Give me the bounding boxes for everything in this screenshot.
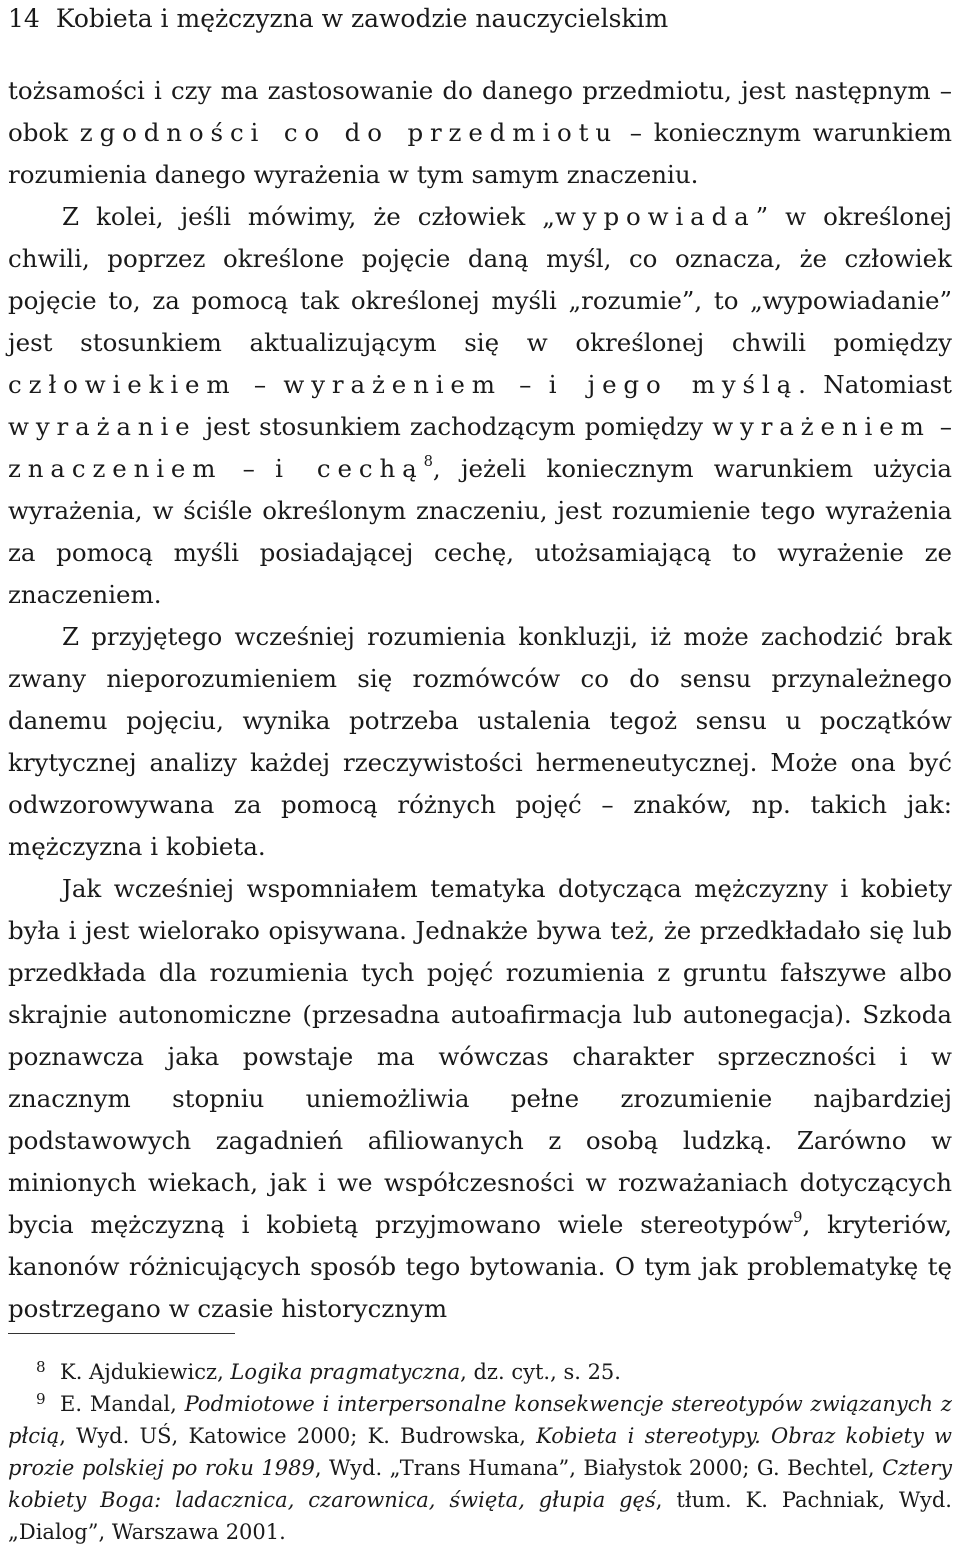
running-title: Kobieta i mężczyzna w zawodzie nauczycielskim	[55, 4, 669, 33]
spaced-text: człowiekiem	[8, 370, 237, 399]
spaced-text: wypowiada	[554, 202, 756, 231]
spaced-text: i cechą	[275, 454, 424, 483]
text-run: , dz. cyt., s. 25.	[460, 1360, 621, 1384]
italic-title: Kobieta i stereotypy. Obraz kobiety w prozie polskiej po roku 1989	[8, 1424, 953, 1480]
text-run: , jeżeli koniecznym warunkiem użycia wyrażenia, w ściśle określonym znaczeniu, jest rozumienie tego wyrażenia za pomocą myśli posiadającej cechę, utożsamiającą to wyrażenie ze znaczeniem.	[8, 454, 952, 609]
spaced-text: wyrażanie	[8, 412, 197, 441]
text-run: tożsamości i czy ma zastosowanie do danego przedmiotu, jest następnym – obok	[8, 76, 952, 147]
text-run: . Natomiast	[798, 370, 952, 399]
footnote-ref-9[interactable]: 9	[793, 1208, 803, 1226]
italic-title: Cztery kobiety Boga: ladacznica, czarownica, święta, głupia gęś	[8, 1456, 952, 1512]
text-run: – koniecznym warunkiem rozumienia danego wyrażenia w tym samym znaczeniu.	[8, 118, 952, 189]
spaced-text: i jego myślą	[548, 370, 799, 399]
footnote-ref-8[interactable]: 8	[423, 452, 433, 470]
text-run: –	[501, 370, 549, 399]
text-run: –	[222, 454, 276, 483]
italic-title: Logika pragmatyczna	[230, 1360, 461, 1384]
text-run: ” w określonej chwili, poprzez określone pojęcie daną myśl, co oznacza, że człowiek pojęcie to, za pomocą tak określonej myśli „rozumie”, to „wypowiadanie” jest stosunkiem aktualizującym się w określonej chwili pomiędzy	[8, 202, 952, 357]
spaced-text: wyrażeniem	[283, 370, 502, 399]
text-run: jest stosunkiem zachodzącym pomiędzy	[196, 412, 713, 441]
text-run: Z kolei, jeśli mówimy, że człowiek „	[62, 202, 555, 231]
footnotes	[8, 1356, 952, 1548]
spaced-text: znaczeniem	[8, 454, 223, 483]
spaced-text: wyrażeniem	[712, 412, 931, 441]
text-run: Jak wcześniej wspomniałem tematyka dotycząca mężczyzny i kobiety była i jest wielorako opisywana. Jednakże bywa też, że przedkładało się lub przedkłada dla rozumienia tych pojęć rozumienia z gruntu fałszywe albo skrajnie autonomiczne (przesadna autoafirmacja lub autonegacja). Szkoda poznawcza jaka powstaje ma wówczas charakter sprzeczności i w znacznym stopniu uniemożliwia pełne zrozumienie najbardziej podstawowych zagadnień afiliowanych z osobą ludzką. Zarówno w minionych wiekach, jak i we współczesności w rozważaniach dotyczących bycia mężczyzną i kobietą przyjmowano wiele stereotypów	[8, 874, 952, 1239]
text-run: , Wyd. „Trans Humana”, Białystok 2000; G. Bechtel,	[314, 1456, 883, 1480]
page-number: 14	[8, 4, 40, 33]
italic-title: Podmiotowe i interpersonalne konsekwencje stereotypów związanych z płcią	[8, 1392, 952, 1448]
footnote-8: 8 K. Ajdukiewicz, Logika pragmatyczna, dz. cyt., s. 25.	[36, 1358, 621, 1384]
spaced-text: zgodności co do przedmiotu	[79, 118, 618, 147]
paragraph-1	[8, 70, 952, 196]
footnote-9: 9 E. Mandal, Podmiotowe i interpersonalne konsekwencje stereotypów związanych z płcią, Wyd. UŚ, Katowice 2000; K. Budrowska, Kobieta i stereotypy. Obraz kobiety w prozie polskiej po roku 1989, Wyd. „Trans Humana”, Białystok 2000; G. Bechtel, Cztery kobiety Boga: ladacznica, czarownica, święta, głupia gęś, tłum. K. Pachniak, Wyd. „Dialog”, Warszawa 2001.	[8, 1390, 953, 1544]
paragraph-2	[8, 196, 952, 616]
paragraph-4	[8, 868, 952, 1330]
text-run: , kryteriów, kanonów różnicujących sposób tego bytowania. O tym jak problematykę tę postrzegano w czasie historycznym	[8, 1210, 952, 1323]
text-run: E. Mandal,	[60, 1392, 185, 1416]
text-run: K. Ajdukiewicz,	[60, 1360, 231, 1384]
text-run: –	[236, 370, 284, 399]
text-run: –	[930, 412, 952, 441]
paragraph-3: Z przyjętego wcześniej rozumienia konkluzji, iż może zachodzić brak zwany nieporozumieniem się rozmówców co do sensu przynależnego danemu pojęciu, wynika potrzeba ustalenia tegoż sensu u początków krytycznej analizy każdej rzeczywistości hermeneutycznej. Może ona być odwzorowywana za pomocą różnych pojęć – znaków, np. takich jak: mężczyzna i kobieta.	[8, 622, 952, 861]
running-header	[8, 2, 952, 36]
text-run: , tłum. K. Pachniak, Wyd. „Dialog”, Warszawa 2001.	[8, 1488, 952, 1544]
footnote-separator	[8, 1333, 235, 1334]
text-run: , Wyd. UŚ, Katowice 2000; K. Budrowska,	[59, 1424, 537, 1448]
main-text	[8, 70, 952, 1330]
